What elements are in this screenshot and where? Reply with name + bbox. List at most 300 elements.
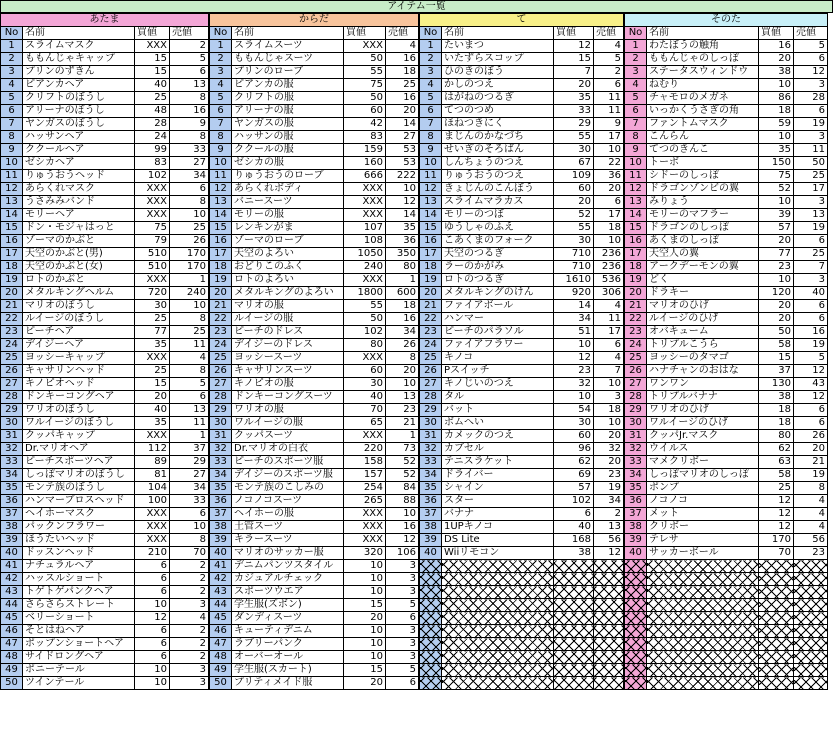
sell-price: 13: [170, 404, 209, 417]
sell-price: 73: [386, 443, 419, 456]
item-name: ラブリーパンク: [232, 638, 344, 651]
sell-price: 21: [794, 456, 828, 469]
item-name: ひのきのぼう: [442, 66, 554, 79]
item-name: あらくれボディ: [232, 183, 344, 196]
buy-price: 20: [759, 300, 794, 313]
buy-price: 10: [135, 599, 170, 612]
sell-price: 6: [386, 612, 419, 625]
item-name: りゅうおうヘッド: [23, 170, 135, 183]
sell-price: 8: [794, 482, 828, 495]
table-row: [420, 339, 624, 352]
item-name: アリーナのぼうし: [23, 105, 135, 118]
table-row: [1, 287, 209, 300]
empty-cell: [647, 625, 759, 638]
sell-price: 37: [170, 443, 209, 456]
buy-price: 6: [135, 625, 170, 638]
sell-price: 3: [386, 651, 419, 664]
item-name: モンテ族のぼうし: [23, 482, 135, 495]
row-number: 32: [210, 443, 232, 456]
item-name: デニムパンツスタイル: [232, 560, 344, 573]
sell-price: 40: [794, 287, 828, 300]
column-header-name: 名前: [647, 27, 759, 40]
row-number: 29: [420, 404, 442, 417]
sell-price: 222: [386, 170, 419, 183]
item-name: バット: [442, 404, 554, 417]
row-number: 48: [210, 651, 232, 664]
buy-price: 30: [344, 378, 386, 391]
table-row: [1, 482, 209, 495]
empty-cell: [554, 599, 594, 612]
sell-price: 236: [594, 248, 624, 261]
table-row: [210, 391, 419, 404]
row-number: 31: [210, 430, 232, 443]
item-name: ワリオのひげ: [647, 404, 759, 417]
buy-price: 10: [344, 573, 386, 586]
table-row: [1, 40, 209, 53]
table-row: [625, 92, 828, 105]
buy-price: 666: [344, 170, 386, 183]
empty-cell: [442, 664, 554, 677]
sell-price: 20: [594, 430, 624, 443]
sell-price: 3: [794, 274, 828, 287]
sell-price: 5: [386, 599, 419, 612]
row-number: 6: [210, 105, 232, 118]
buy-price: 102: [554, 495, 594, 508]
buy-price: 51: [554, 326, 594, 339]
buy-price: 159: [344, 144, 386, 157]
table-row: [1, 157, 209, 170]
buy-price: 48: [135, 105, 170, 118]
empty-cell: [625, 612, 647, 625]
item-name: サイドロングヘア: [23, 651, 135, 664]
empty-cell: [794, 573, 828, 586]
column-header-no: No: [1, 27, 23, 40]
table-row: [210, 261, 419, 274]
buy-price: 25: [135, 365, 170, 378]
table-row: [420, 443, 624, 456]
item-name: メタルキングヘルム: [23, 287, 135, 300]
section-header: そのた: [625, 14, 828, 27]
item-name: ラーのかがみ: [442, 261, 554, 274]
item-name: しっぽマリオのぼうし: [23, 469, 135, 482]
sell-price: 27: [386, 131, 419, 144]
row-number: 31: [420, 430, 442, 443]
sell-price: 2: [594, 508, 624, 521]
buy-price: 20: [554, 79, 594, 92]
buy-price: 10: [759, 131, 794, 144]
sell-price: 11: [170, 339, 209, 352]
table-row: [210, 378, 419, 391]
item-name: マメクリボー: [647, 456, 759, 469]
sell-price: 18: [386, 300, 419, 313]
buy-price: 15: [344, 599, 386, 612]
sell-price: 88: [386, 495, 419, 508]
row-number: 40: [625, 547, 647, 560]
row-number: 39: [210, 534, 232, 547]
item-name: ステータスウィンドウ: [647, 66, 759, 79]
buy-price: 38: [759, 391, 794, 404]
section-te: [419, 13, 624, 690]
item-name: ロトのつるぎ: [442, 274, 554, 287]
row-number: 8: [1, 131, 23, 144]
empty-cell: [554, 573, 594, 586]
empty-cell: [647, 573, 759, 586]
table-row: [625, 365, 828, 378]
table-row: [625, 664, 828, 677]
row-number: 46: [210, 625, 232, 638]
item-name: ヘイホーマスク: [23, 508, 135, 521]
table-row: [420, 118, 624, 131]
row-number: 31: [625, 430, 647, 443]
sell-price: 5: [170, 378, 209, 391]
table-row: [1, 560, 209, 573]
sell-price: 26: [386, 339, 419, 352]
row-number: 28: [625, 391, 647, 404]
sell-price: 20: [594, 456, 624, 469]
sell-price: 6: [170, 391, 209, 404]
buy-price: 18: [759, 105, 794, 118]
buy-price: 12: [759, 521, 794, 534]
sell-price: 3: [386, 573, 419, 586]
sell-price: 11: [170, 417, 209, 430]
table-row: [420, 53, 624, 66]
sell-price: 17: [594, 326, 624, 339]
sell-price: 7: [594, 365, 624, 378]
row-number: 32: [625, 443, 647, 456]
sell-price: 9: [170, 118, 209, 131]
table-row: [210, 495, 419, 508]
table-row: [420, 651, 624, 664]
item-name: モリーのつぼ: [442, 209, 554, 222]
buy-price: 720: [135, 287, 170, 300]
empty-cell: [594, 664, 624, 677]
buy-price: 1800: [344, 287, 386, 300]
sell-price: 23: [594, 469, 624, 482]
table-row: [1, 170, 209, 183]
table-row: [625, 131, 828, 144]
table-row: [420, 105, 624, 118]
table-row: [1, 339, 209, 352]
empty-cell: [442, 625, 554, 638]
row-number: 34: [210, 469, 232, 482]
buy-price: 30: [135, 300, 170, 313]
table-row: [210, 66, 419, 79]
table-row: [625, 313, 828, 326]
item-name: クリボー: [647, 521, 759, 534]
empty-cell: [420, 664, 442, 677]
buy-price: 12: [554, 40, 594, 53]
sell-price: 19: [594, 482, 624, 495]
buy-price: 55: [554, 131, 594, 144]
sell-price: 33: [170, 144, 209, 157]
table-row: [625, 183, 828, 196]
table-row: [625, 495, 828, 508]
sell-price: 170: [170, 261, 209, 274]
item-name: ヤンガスの服: [232, 118, 344, 131]
item-name: ナチュラルヘア: [23, 560, 135, 573]
buy-price: 120: [759, 287, 794, 300]
row-number: 27: [210, 378, 232, 391]
empty-cell: [759, 612, 794, 625]
sell-price: 17: [594, 131, 624, 144]
table-row: [420, 222, 624, 235]
table-row: [625, 339, 828, 352]
row-number: 1: [1, 40, 23, 53]
buy-price: 35: [135, 417, 170, 430]
table-row: [625, 352, 828, 365]
item-name: こあくまのフォーク: [442, 235, 554, 248]
item-name: ワリオの服: [232, 404, 344, 417]
column-header-sell: 売値: [386, 27, 419, 40]
empty-cell: [794, 651, 828, 664]
buy-price: 32: [554, 378, 594, 391]
buy-price: 89: [135, 456, 170, 469]
empty-cell: [759, 651, 794, 664]
table-row: [420, 521, 624, 534]
buy-price: 25: [759, 482, 794, 495]
empty-cell: [794, 586, 828, 599]
table-row: [210, 417, 419, 430]
table-row: [625, 534, 828, 547]
buy-price: 254: [344, 482, 386, 495]
row-number: 15: [625, 222, 647, 235]
sell-price: 2: [170, 625, 209, 638]
buy-price: XXX: [135, 196, 170, 209]
sell-price: 3: [170, 664, 209, 677]
buy-price: 240: [344, 261, 386, 274]
buy-price: 10: [554, 339, 594, 352]
row-number: 16: [1, 235, 23, 248]
sell-price: 14: [386, 118, 419, 131]
table-row: [1, 248, 209, 261]
row-number: 16: [625, 235, 647, 248]
buy-price: XXX: [135, 521, 170, 534]
empty-cell: [794, 625, 828, 638]
row-number: 5: [625, 92, 647, 105]
sell-price: 16: [386, 521, 419, 534]
empty-cell: [647, 599, 759, 612]
buy-price: 15: [554, 53, 594, 66]
sell-price: 19: [794, 339, 828, 352]
item-name: カメックのつえ: [442, 430, 554, 443]
buy-price: XXX: [135, 508, 170, 521]
table-row: [420, 209, 624, 222]
item-name: りゅうおうのローブ: [232, 170, 344, 183]
item-name: Dr.マリオヘア: [23, 443, 135, 456]
sell-price: 22: [594, 157, 624, 170]
item-name: ファイアフラワー: [442, 339, 554, 352]
buy-price: 80: [344, 339, 386, 352]
buy-price: 40: [135, 404, 170, 417]
table-row: [210, 196, 419, 209]
buy-price: 710: [554, 248, 594, 261]
row-number: 39: [1, 534, 23, 547]
item-name: マリオのぼうし: [23, 300, 135, 313]
buy-price: 6: [135, 560, 170, 573]
sell-price: 2: [170, 573, 209, 586]
buy-price: 23: [554, 365, 594, 378]
sell-price: 50: [794, 157, 828, 170]
sell-price: 1: [170, 274, 209, 287]
sell-price: 6: [170, 66, 209, 79]
row-number: 10: [625, 157, 647, 170]
buy-price: XXX: [344, 209, 386, 222]
sell-price: 16: [386, 92, 419, 105]
row-number: 21: [210, 300, 232, 313]
table-row: [625, 248, 828, 261]
table-row: [420, 352, 624, 365]
buy-price: 60: [554, 183, 594, 196]
column-header-name: 名前: [23, 27, 135, 40]
item-name: プリティメイド服: [232, 677, 344, 690]
row-number: 40: [210, 547, 232, 560]
table-row: [420, 131, 624, 144]
item-name: カブセル: [442, 443, 554, 456]
row-number: 9: [625, 144, 647, 157]
sell-price: 12: [794, 391, 828, 404]
column-header-name: 名前: [442, 27, 554, 40]
item-name: タル: [442, 391, 554, 404]
table-row: [625, 118, 828, 131]
table-row: [1, 651, 209, 664]
item-name: ハンマー: [442, 313, 554, 326]
item-name: マリオの服: [232, 300, 344, 313]
table-row: [625, 651, 828, 664]
row-number: 24: [1, 339, 23, 352]
item-name: チャモロのメガネ: [647, 92, 759, 105]
row-number: 14: [420, 209, 442, 222]
buy-price: 65: [344, 417, 386, 430]
table-row: [210, 443, 419, 456]
buy-price: 12: [759, 508, 794, 521]
table-row: [210, 612, 419, 625]
buy-price: 50: [344, 313, 386, 326]
row-number: 21: [1, 300, 23, 313]
item-name: Wiiリモコン: [442, 547, 554, 560]
empty-cell: [442, 560, 554, 573]
empty-cell: [420, 599, 442, 612]
empty-cell: [420, 560, 442, 573]
sell-price: 4: [794, 521, 828, 534]
sell-price: 20: [386, 365, 419, 378]
sell-price: 16: [170, 105, 209, 118]
row-number: 18: [210, 261, 232, 274]
item-name: トーボ: [647, 157, 759, 170]
item-name: プリンのローブ: [232, 66, 344, 79]
item-name: Dr.マリオの白衣: [232, 443, 344, 456]
buy-price: 75: [135, 222, 170, 235]
table-row: [420, 482, 624, 495]
row-number: 13: [625, 196, 647, 209]
buy-price: 108: [344, 235, 386, 248]
item-name: ノコノコスーツ: [232, 495, 344, 508]
item-name: アリーナの服: [232, 105, 344, 118]
table-row: [625, 430, 828, 443]
row-number: 44: [1, 599, 23, 612]
item-name: トリプルこうら: [647, 339, 759, 352]
table-row: [625, 404, 828, 417]
empty-cell: [759, 599, 794, 612]
table-row: [1, 261, 209, 274]
row-number: 12: [625, 183, 647, 196]
buy-price: 104: [135, 482, 170, 495]
row-number: 27: [1, 378, 23, 391]
empty-cell: [442, 586, 554, 599]
item-name: スポーツウエア: [232, 586, 344, 599]
row-number: 30: [1, 417, 23, 430]
sell-price: 350: [386, 248, 419, 261]
item-name: せいぎのそろばん: [442, 144, 554, 157]
item-name: ワリオのぼうし: [23, 404, 135, 417]
sell-price: 19: [794, 469, 828, 482]
item-name: ワルイージのぼうし: [23, 417, 135, 430]
buy-price: 83: [344, 131, 386, 144]
buy-price: 18: [759, 404, 794, 417]
row-number: 12: [1, 183, 23, 196]
item-name: ポニーテール: [23, 664, 135, 677]
table-row: [1, 313, 209, 326]
row-number: 20: [210, 287, 232, 300]
sell-price: 5: [794, 40, 828, 53]
table-row: [420, 40, 624, 53]
buy-price: XXX: [344, 521, 386, 534]
table-row: [210, 547, 419, 560]
item-name: バナナ: [442, 508, 554, 521]
row-number: 35: [625, 482, 647, 495]
section-atama: [0, 13, 209, 690]
empty-cell: [794, 638, 828, 651]
row-number: 19: [210, 274, 232, 287]
empty-cell: [759, 586, 794, 599]
sell-price: 16: [386, 313, 419, 326]
buy-price: 79: [135, 235, 170, 248]
item-name: ゆうしゃのふえ: [442, 222, 554, 235]
column-header-buy: 買値: [759, 27, 794, 40]
item-name: ドンキーコングヘア: [23, 391, 135, 404]
row-number: 7: [210, 118, 232, 131]
table-row: [420, 261, 624, 274]
buy-price: XXX: [344, 352, 386, 365]
item-name: ポップンショートヘア: [23, 638, 135, 651]
table-row: [210, 274, 419, 287]
row-number: 23: [625, 326, 647, 339]
buy-price: 12: [135, 612, 170, 625]
table-row: [625, 391, 828, 404]
item-name: りゅうおうのつえ: [442, 170, 554, 183]
row-number: 47: [210, 638, 232, 651]
section-karada: [209, 13, 419, 690]
table-row: [625, 560, 828, 573]
buy-price: 99: [135, 144, 170, 157]
buy-price: 86: [759, 92, 794, 105]
sell-price: 17: [794, 183, 828, 196]
item-name: きょじんのこんぼう: [442, 183, 554, 196]
sell-price: 6: [794, 404, 828, 417]
item-name: ほねつきにく: [442, 118, 554, 131]
sell-price: 9: [594, 118, 624, 131]
row-number: 42: [210, 573, 232, 586]
row-number: 4: [210, 79, 232, 92]
item-name: そとはねヘア: [23, 625, 135, 638]
table-row: [1, 586, 209, 599]
sell-price: 2: [170, 651, 209, 664]
buy-price: 50: [344, 92, 386, 105]
buy-price: 102: [135, 170, 170, 183]
table-row: [420, 404, 624, 417]
row-number: 40: [1, 547, 23, 560]
sell-price: 6: [594, 196, 624, 209]
sell-price: 56: [594, 534, 624, 547]
